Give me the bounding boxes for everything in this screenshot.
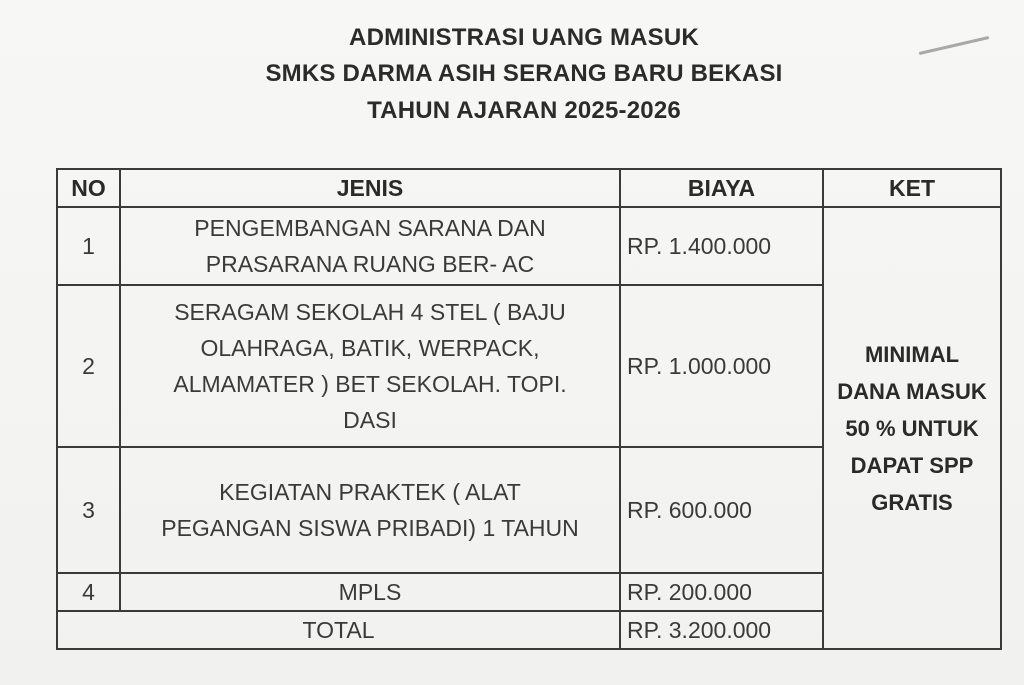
table-header-row [57,169,1001,207]
header-ket: KET [823,169,1001,207]
fee-table [56,168,1002,650]
document-title: ADMINISTRASI UANG MASUK [349,24,699,51]
row-number: 4 [57,573,120,611]
row-number: 1 [57,207,120,285]
row-cost: RP. 1.000.000 [620,285,823,447]
total-cost: RP. 3.200.000 [620,611,823,649]
description-line: SERAGAM SEKOLAH 4 STEL ( BAJU [174,299,566,325]
header-biaya: BIAYA [620,169,823,207]
description-line: PEGANGAN SISWA PRIBADI) 1 TAHUN [161,515,579,541]
row-cost: RP. 600.000 [620,447,823,573]
total-label: TOTAL [57,611,620,649]
row-description [120,447,620,573]
row-description [120,207,620,285]
description-line: PRASARANA RUANG BER- AC [205,251,535,277]
row-cost: RP. 200.000 [620,573,823,611]
description-line: PENGEMBANGAN SARANA DAN [194,215,546,241]
school-name: SMKS DARMA ASIH SERANG BARU BEKASI [265,60,783,87]
ket-line: MINIMAL [864,341,960,367]
header-jenis: JENIS [120,169,620,207]
description-line: KEGIATAN PRAKTEK ( ALAT [219,479,521,505]
table-row [57,207,1001,285]
row-number: 2 [57,285,120,447]
ket-line: DAPAT SPP [850,452,974,478]
row-description [120,285,620,447]
header-no: NO [57,169,120,207]
row-cost: RP. 1.400.000 [620,207,823,285]
academic-year: TAHUN AJARAN 2025-2026 [367,97,681,124]
description-line: DASI [343,407,397,433]
row-number: 3 [57,447,120,573]
description-line: ALMAMATER ) BET SEKOLAH. TOPI. [173,371,567,397]
description-line: OLAHRAGA, BATIK, WERPACK, [200,335,540,361]
row-description [120,573,620,611]
ket-line: GRATIS [871,489,953,515]
ket-note [823,207,1001,649]
ket-line: DANA MASUK [837,378,987,404]
description-line: MPLS [338,579,402,605]
ket-line: 50 % UNTUK [845,415,979,441]
